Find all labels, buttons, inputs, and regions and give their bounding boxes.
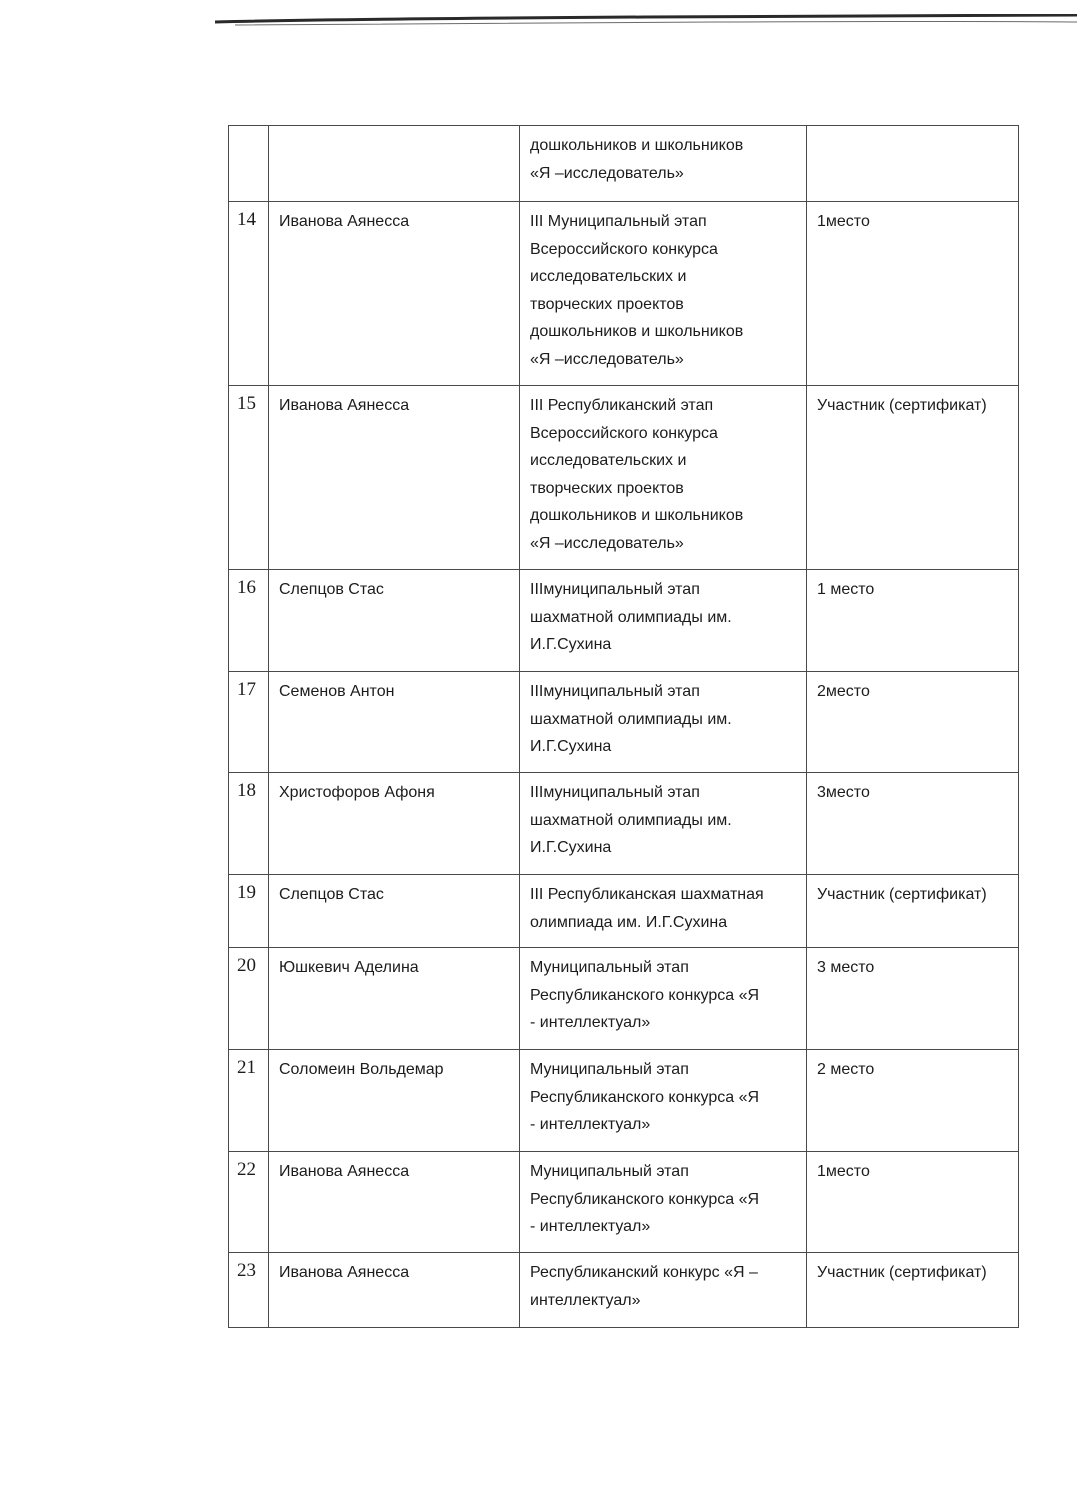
table-row [229, 672, 1019, 773]
row-number: 14 [229, 202, 269, 386]
row-number: 16 [229, 570, 269, 672]
event-title: IIIмуниципальный этап шахматной олимпиады им. И.Г.Сухина [520, 672, 807, 773]
table-row [229, 1050, 1019, 1152]
participant-name: Семенов Антон [269, 672, 520, 773]
participant-name: Иванова Аянесса [269, 1152, 520, 1253]
participant-name [269, 126, 520, 202]
participant-name: Соломеин Вольдемар [269, 1050, 520, 1152]
event-title: Муниципальный этап Республиканского конкурса «Я - интеллектуал» [520, 1152, 807, 1253]
participant-name: Слепцов Стас [269, 875, 520, 948]
table-row [229, 126, 1019, 202]
result: Участник (сертификат) [807, 875, 1019, 948]
table-row [229, 202, 1019, 386]
table-row [229, 570, 1019, 672]
row-number: 19 [229, 875, 269, 948]
result: 3место [807, 773, 1019, 875]
table-row [229, 1253, 1019, 1328]
result: 3 место [807, 948, 1019, 1050]
event-title: IIIмуниципальный этап шахматной олимпиады им. И.Г.Сухина [520, 773, 807, 875]
event-title: III Республиканская шахматная олимпиада им. И.Г.Сухина [520, 875, 807, 948]
participant-name: Слепцов Стас [269, 570, 520, 672]
table-row [229, 1152, 1019, 1253]
row-number: 18 [229, 773, 269, 875]
participant-name: Юшкевич Аделина [269, 948, 520, 1050]
row-number: 15 [229, 386, 269, 570]
event-title: III Муниципальный этап Всероссийского конкурса исследовательских и творческих проектов дошкольников и школьников «Я –исследователь» [520, 202, 807, 386]
result [807, 126, 1019, 202]
results-table [228, 125, 1019, 1328]
result: Участник (сертификат) [807, 1253, 1019, 1328]
row-number: 20 [229, 948, 269, 1050]
row-number: 23 [229, 1253, 269, 1328]
participant-name: Иванова Аянесса [269, 202, 520, 386]
participant-name: Иванова Аянесса [269, 386, 520, 570]
table-row [229, 948, 1019, 1050]
result: 2 место [807, 1050, 1019, 1152]
event-title: IIIмуниципальный этап шахматной олимпиады им. И.Г.Сухина [520, 570, 807, 672]
scan-artifact-line [215, 14, 1077, 28]
table-row [229, 386, 1019, 570]
participant-name: Иванова Аянесса [269, 1253, 520, 1328]
row-number [229, 126, 269, 202]
result: 2место [807, 672, 1019, 773]
result: Участник (сертификат) [807, 386, 1019, 570]
row-number: 22 [229, 1152, 269, 1253]
result: 1место [807, 1152, 1019, 1253]
result: 1 место [807, 570, 1019, 672]
row-number: 17 [229, 672, 269, 773]
event-title: Муниципальный этап Республиканского конкурса «Я - интеллектуал» [520, 1050, 807, 1152]
participant-name: Христофоров Афоня [269, 773, 520, 875]
event-title: III Республиканский этап Всероссийского конкурса исследовательских и творческих проектов дошкольников и школьников «Я –исследователь» [520, 386, 807, 570]
event-title: Муниципальный этап Республиканского конкурса «Я - интеллектуал» [520, 948, 807, 1050]
event-title: Республиканский конкурс «Я – интеллектуал» [520, 1253, 807, 1328]
result: 1место [807, 202, 1019, 386]
table-row [229, 875, 1019, 948]
event-title: дошкольников и школьников «Я –исследователь» [520, 126, 807, 202]
row-number: 21 [229, 1050, 269, 1152]
table-row [229, 773, 1019, 875]
